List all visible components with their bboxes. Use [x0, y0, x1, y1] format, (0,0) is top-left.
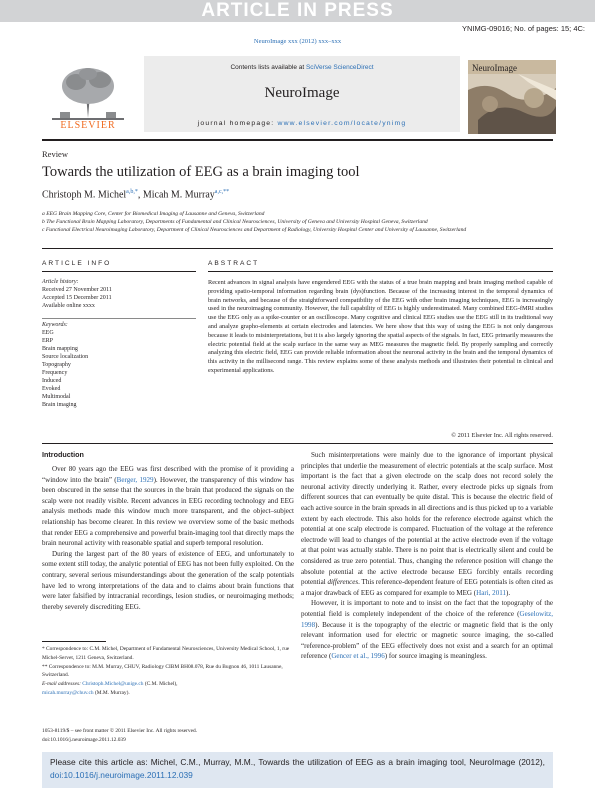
emphasized-text: differences [327, 578, 359, 587]
homepage-link[interactable]: www.elsevier.com/locate/ynimg [277, 120, 407, 127]
body-rule [42, 443, 553, 444]
author-list [42, 189, 229, 200]
issn-line: 1053-8119/$ – see front matter © 2011 Elsevier Inc. All rights reserved. [42, 728, 198, 734]
section-rule [42, 248, 553, 249]
keywords-label: Keywords: [42, 322, 68, 328]
sciencedirect-link[interactable]: SciVerse ScienceDirect [305, 64, 374, 71]
abstract-text: Recent advances in signal analysis have engendered EEG with the status of a true brain mapping and brain imaging method capable of providing spatio-temporal information regarding brain (dys)function. Because of the increasing interest in the temporal dynamics of brain networks, and because of the straightforward compatibility of the EEG with other brain imaging techniques, EEG is increasingly used in the neuroimaging community. However, the full capability of EEG is highly underestimated. Many combined EEG-fMRI studies use the EEG only as a spike-counter or an oscilloscope. Many cognitive and clinical EEG studies use the EEG still in its traditional way and analyze grapho-elements at certain electrodes and latencies. We here show that this way of using the EEG is not only dangerous because it leads to misinterpretations, but it is also largely ignoring the spatial aspects of the signals. In fact, EEG primarily measures the electric potential field at the scalp surface in the same way as MEG measures the magnetic field. By properly sampling and correctly analyzing this electric field, EEG can provide reliable information about the neuronal activity in the brain and the temporal dynamics of this activity in the millisecond range. This review explains some of these analysis methods and illustrates their potential in clinical and experimental applications. [208, 279, 553, 374]
article-in-press-label: ARTICLE IN PRESS [201, 0, 394, 21]
citation-link[interactable]: Geselowitz, 1998 [301, 609, 553, 629]
keyword: Evoked [42, 386, 61, 392]
author-affiliation-marker[interactable]: a,b,* [126, 189, 138, 195]
article-info-heading: ARTICLE INFO [42, 260, 112, 267]
history-item: Accepted 15 December 2011 [42, 295, 112, 301]
keyword: Source localization [42, 354, 89, 360]
abstract-copyright: © 2011 Elsevier Inc. All rights reserved. [451, 432, 553, 439]
abstract-heading: ABSTRACT [208, 260, 260, 267]
body-paragraph [301, 450, 553, 598]
paragraph-text: ) for source imaging is meaningless. [384, 652, 487, 661]
paragraph-text: . This reference-dependent feature of EEG potentials is often cited as a major drawback of EEG as compared for example to MEG ( [301, 578, 553, 597]
paragraph-text: However, it is important to note and to insist on the fact that the topography of the potential field is completely independent of the choice of the reference ( [301, 599, 553, 618]
email-link[interactable]: Christoph.Michel@unige.ch [82, 681, 144, 688]
keyword: Topography [42, 362, 71, 368]
journal-issue-line[interactable]: NeuroImage xxx (2012) xxx–xxx [253, 38, 342, 45]
keywords-rule [42, 318, 196, 319]
keyword: Induced [42, 378, 62, 384]
paragraph-text: ). However, the transparency of this window has been obscured in the sense that the sources in the brain that produced the signals on the scalp were not readily visible. Recent advances in EEG recording technology and EEG analysis methods made this window much more transparent, and the object–subject relationship has become clearer. In this review we overview some of the basic methods that render EEG a comprehensive and powerful brain-imaging tool that directly maps the brain neuronal activity with reasonable spatial and superb temporal resolution. [42, 475, 294, 548]
header-rule [42, 139, 553, 141]
homepage-prefix: journal homepage: [197, 120, 278, 127]
keyword: Multimodal [42, 394, 71, 400]
keyword: Brain imaging [42, 402, 77, 408]
body-paragraph [301, 598, 553, 662]
keyword: EEG [42, 330, 54, 336]
citation-body: Please cite this article as: Michel, C.M., Murray, M.M., Towards the utilization of EEG as a brain imaging tool, NeuroImage (2012), [50, 757, 545, 767]
citation-link[interactable]: Gencer et al., 1996 [331, 652, 385, 661]
paragraph-text: Over 80 years ago the EEG was first described with the promise of it providing a “window into the brain” ( [42, 465, 294, 484]
history-item: Available online xxxx [42, 303, 95, 309]
body-paragraph [42, 464, 294, 549]
email-footnote [42, 689, 294, 698]
doi-line[interactable]: doi:10.1016/j.neuroimage.2011.12.039 [42, 736, 126, 743]
keyword: Frequency [42, 370, 68, 376]
journal-homepage [144, 120, 460, 127]
author-name[interactable]: Micah M. Murray [142, 189, 215, 201]
paragraph-text: ). Because it is the topography of the electric or magnetic field that is the only relevant information used for electric or magnetic source imaging, the so-called “reference-problem” of the EEG effectively does not exist and a search for an optimal reference ( [301, 620, 553, 661]
email-owner: (M.M. Murray). [93, 689, 130, 696]
author-name[interactable]: Christoph M. Michel [42, 189, 127, 201]
journal-title: NeuroImage [264, 85, 340, 101]
citation-text [50, 756, 545, 782]
email-owner: (C.M. Michel), [143, 681, 178, 688]
affiliation: a EEG Brain Mapping Core, Center for Biomedical Imaging of Lausanne and Geneva, Switzerland [42, 211, 265, 217]
section-heading-introduction: Introduction [42, 450, 84, 459]
history-item: Received 27 November 2011 [42, 287, 112, 293]
citation-doi-link[interactable]: doi:10.1016/j.neuroimage.2011.12.039 [50, 770, 193, 780]
publisher-name: ELSEVIER [60, 120, 116, 131]
email-link[interactable]: micah.murray@chuv.ch [42, 689, 94, 696]
keyword: Brain mapping [42, 346, 78, 352]
manuscript-ref: YNIMG-09016; No. of pages: 15; 4C: [462, 24, 585, 33]
keyword: ERP [42, 338, 54, 344]
footnote: * Correspondence to: C.M. Michel, Department of Fundamental Neurosciences, University Medical School, 1, rue Michel-Servet, 1211 Geneva, Switzerland. [42, 646, 290, 661]
footnote: ** Correspondence to: M.M. Murray, CHUV, Radiology CIBM BH08.078, Rue du Bugnon 46, 1011 Lausanne, Switzerland. [42, 663, 283, 679]
paragraph-text: Such misinterpretations were mainly due to the ignorance of important physical principles that underlie the measurement of electric potentials at the scalp surface. Most important is the fact that a given electrode on the scalp does not record solely the neuronal activity directly underlying it. Rather, every electrode picks up signals from different sources that can eventually be quite distal. This is because the electric field of each active source in the brain spreads in all directions and is thus picked up to a variable extent by each electrode. This also holds for the reference electrode against which the potential at one scalp electrode is compared. Fluctuation of the voltage at the reference electrode will lead to changes of the potential at the active electrode even if the voltage at that point was actually stable. There is no point that is electrically silent and could be considered as true zero potential. Thus, changing the reference position will change the absolute potential at the active electrode because EEG forcibly entails recording potential [301, 451, 553, 587]
abstract-rule [208, 271, 553, 272]
article-info-rule [42, 271, 196, 272]
cover-title: NeuroImage [472, 63, 517, 73]
article-type: Review [42, 149, 68, 159]
author-separator: , [137, 189, 143, 201]
footnotes [42, 645, 294, 698]
contents-prefix: Contents lists available at [230, 64, 306, 71]
footnote-rule [42, 641, 106, 642]
body-column-right [301, 450, 553, 662]
body-column-left [42, 464, 294, 612]
affiliation: b The Functional Brain Mapping Laboratory, Departments of Fundamental and Clinical Neurosciences, University of Geneva and University Hospital Geneva, Switzerland [42, 219, 428, 225]
citation-link[interactable]: Hari, 2011 [476, 588, 507, 597]
history-label: Article history: [42, 279, 79, 285]
author-affiliation-marker[interactable]: a,c,** [214, 189, 230, 195]
article-title: Towards the utilization of EEG as a brain imaging tool [42, 164, 360, 180]
paragraph-text: ). [506, 588, 511, 597]
front-matter [42, 727, 197, 745]
email-footnote [42, 680, 294, 689]
body-paragraph: During the largest part of the 80 years of existence of EEG, and unfortunately to some extent still today, the analytic potential of EEG has not been fully exploited. On the contrary, several serious misunderstandings about the generation of the scalp potentials have led to wrong interpretations of the data and to claims about brain functions that were later falsified by intracranial recordings, lesion studies, or neuroimaging methods; thereby severely discrediting EEG. [42, 549, 294, 611]
email-label: E-mail addresses: [42, 681, 83, 688]
contents-available-line [144, 64, 460, 71]
journal-cover-image [468, 60, 556, 134]
affiliation: c Functional Electrical Neuroimaging Laboratory, Department of Clinical Neurosciences and Department of Radiology, University Hospital Center and University of Lausanne, Switzerland [42, 227, 467, 233]
citation-link[interactable]: Berger, 1929 [116, 475, 154, 484]
